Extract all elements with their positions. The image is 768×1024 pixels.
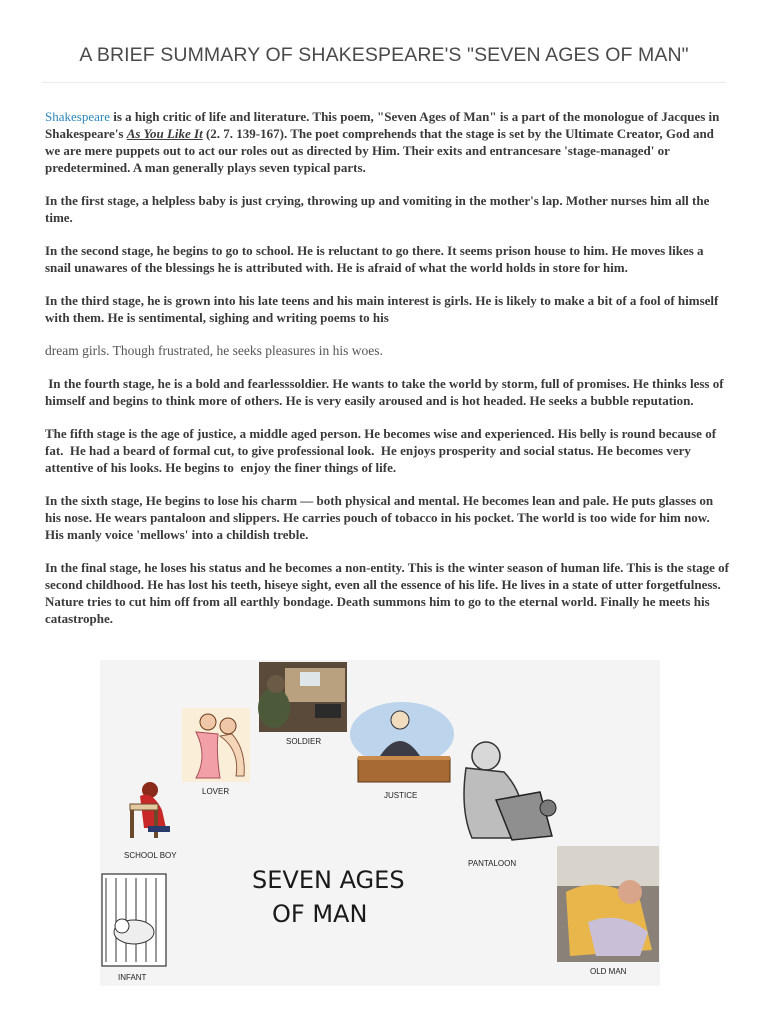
infant-label: INFANT [118, 973, 147, 982]
soldier-label: SOLDIER [286, 737, 322, 746]
seven-ages-illustration [100, 660, 660, 986]
intro-paragraph [45, 108, 730, 176]
soldier-image [258, 662, 347, 732]
pantaloon-label: PANTALOON [468, 859, 517, 868]
infant-image [102, 874, 166, 966]
illustration-title-line1: SEVEN AGES [252, 866, 405, 894]
lover-label: LOVER [202, 787, 230, 796]
paragraph-final-stage: In the final stage, he loses his status and he becomes a non-entity. This is the winter season of human life. This is the stage of second childhood. He has lost his teeth, hiseye sight, even all the essence of his life. He lives in a state of utter forgetfulness. Nature tries to cut him off from all earthly bondage. Death summons him to go to the eternal world. Finally he meets his catastrophe. [45, 560, 730, 626]
page-title: A BRIEF SUMMARY OF SHAKESPEARE'S "SEVEN AGES OF MAN" [79, 44, 689, 66]
paragraph-third-stage-continued: dream girls. Though frustrated, he seeks pleasures in his woes. [45, 343, 383, 358]
lover-image [182, 708, 250, 782]
paragraph-sixth-stage: In the sixth stage, He begins to lose his charm — both physical and mental. He becomes lean and pale. He puts glasses on his nose. He wears pantaloon and slippers. He carries pouch of tobacco in his pocket. The world is too wide for him now. His manly voice 'mellows' into a childish treble. [45, 493, 714, 542]
justice-label: JUSTICE [384, 791, 418, 800]
play-title: As You Like It [126, 126, 203, 141]
article-body [45, 108, 730, 643]
intro-text-1: is a high critic of life and literature. This poem, "Seven Ages of Man" is a part of the monologue of Jacques in Shakespeare's [45, 109, 720, 141]
old-man-label: OLD MAN [590, 967, 627, 976]
school-boy-label: SCHOOL BOY [124, 851, 177, 860]
title-divider [42, 82, 726, 83]
paragraph-fifth-stage: The fifth stage is the age of justice, a middle aged person. He becomes wise and experienced. His belly is round because of fat. He had a beard of formal cut, to give professional look. He enjoys prosperity and social status. He becomes very attentive of his looks. He begins to enjoy the finer things of life. [45, 426, 720, 475]
intro-text-2: (2. 7. 139-167). The poet comprehends that the stage is set by the Ultimate Creator, God and we are mere puppets out to act our roles out as directed by Him. Their exits and entrancesare 'stage-managed' or predetermined. A man generally plays seven typical parts. [45, 126, 714, 175]
paragraph-fourth-stage: In the fourth stage, he is a bold and fearlesssoldier. He wants to take the world by storm, full of promises. He thinks less of himself and begins to think more of others. He is very easily aroused and is hot headed. He seeks a bubble reputation. [45, 376, 727, 408]
paragraph-third-stage: In the third stage, he is grown into his late teens and his main interest is girls. He is likely to make a bit of a fool of himself with them. He is sentimental, sighing and writing poems to his [45, 293, 719, 325]
paragraph-first-stage: In the first stage, a helpless baby is just crying, throwing up and vomiting in the mother's lap. Mother nurses him all the time. [45, 193, 710, 225]
justice-image [350, 702, 454, 782]
paragraph-second-stage: In the second stage, he begins to go to school. He is reluctant to go there. It seems prison house to him. He moves likes a snail unawares of the blessings he is attributed with. He is afraid of what the world holds in store for him. [45, 243, 704, 275]
old-man-image [557, 846, 659, 962]
illustration-title-line2: OF MAN [272, 900, 368, 928]
shakespeare-link[interactable]: Shakespeare [45, 109, 110, 124]
